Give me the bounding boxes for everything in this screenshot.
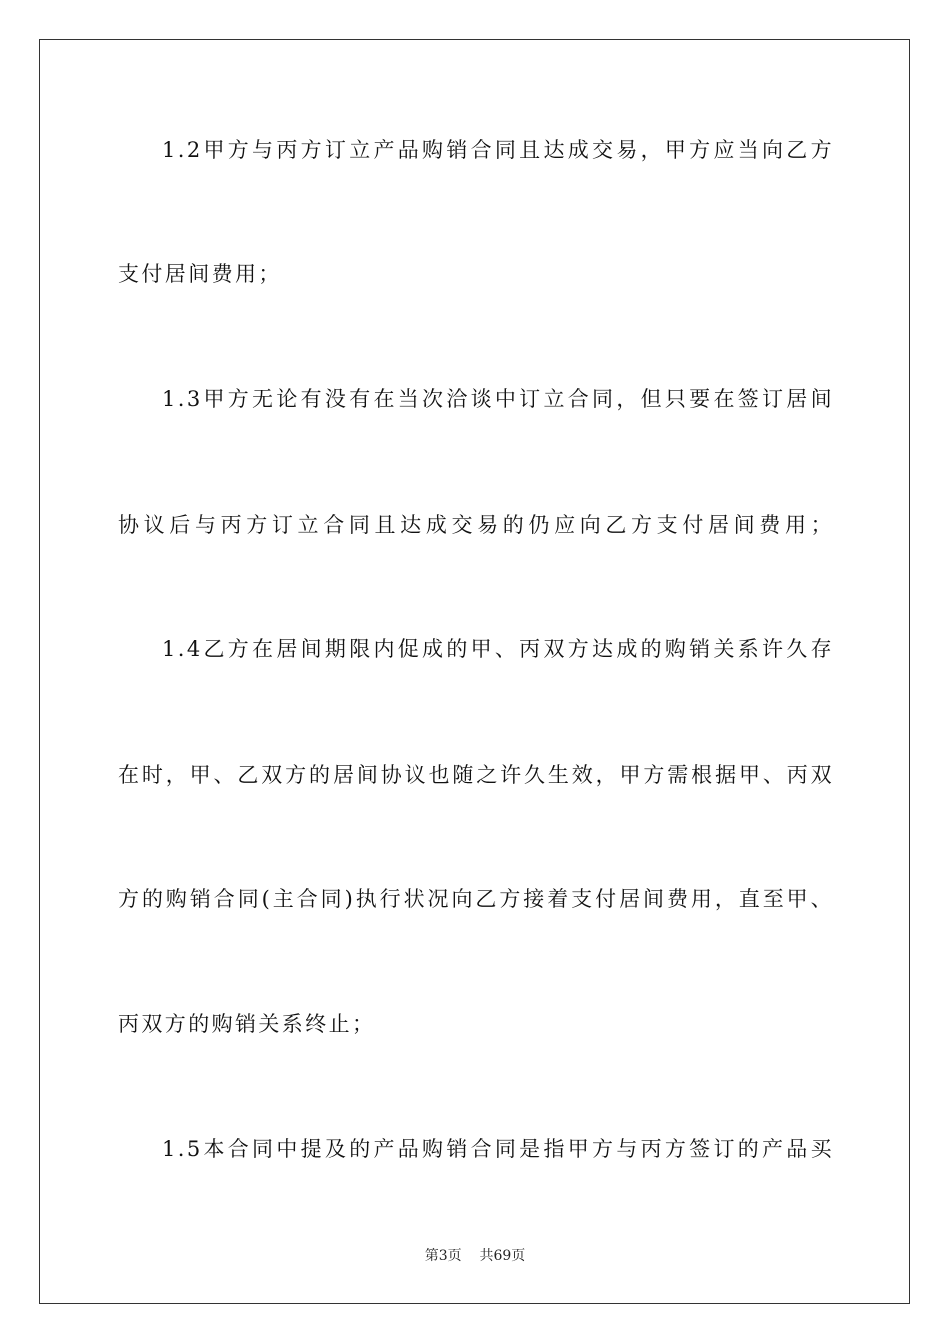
text-line-7: 方的购销合同(主合同)执行状况向乙方接着支付居间费用，直至甲、 bbox=[118, 887, 834, 911]
text-line-9: 1.5本合同中提及的产品购销合同是指甲方与丙方签订的产品买 bbox=[162, 1137, 834, 1161]
page-footer: 第3页 共69页 bbox=[424, 1248, 526, 1264]
text-line-4: 协议后与丙方订立合同且达成交易的仍应向乙方支付居间费用； bbox=[118, 513, 834, 537]
page-border bbox=[39, 39, 910, 1304]
text-line-1: 1.2甲方与丙方订立产品购销合同且达成交易，甲方应当向乙方 bbox=[162, 138, 834, 162]
text-line-8: 丙双方的购销关系终止； bbox=[118, 1012, 376, 1036]
text-line-3: 1.3甲方无论有没有在当次洽谈中订立合同，但只要在签订居间 bbox=[162, 387, 834, 411]
text-line-2: 支付居间费用； bbox=[118, 262, 282, 286]
text-line-5: 1.4乙方在居间期限内促成的甲、丙双方达成的购销关系许久存 bbox=[162, 637, 834, 661]
text-line-6: 在时，甲、乙双方的居间协议也随之许久生效，甲方需根据甲、丙双 bbox=[118, 763, 834, 787]
